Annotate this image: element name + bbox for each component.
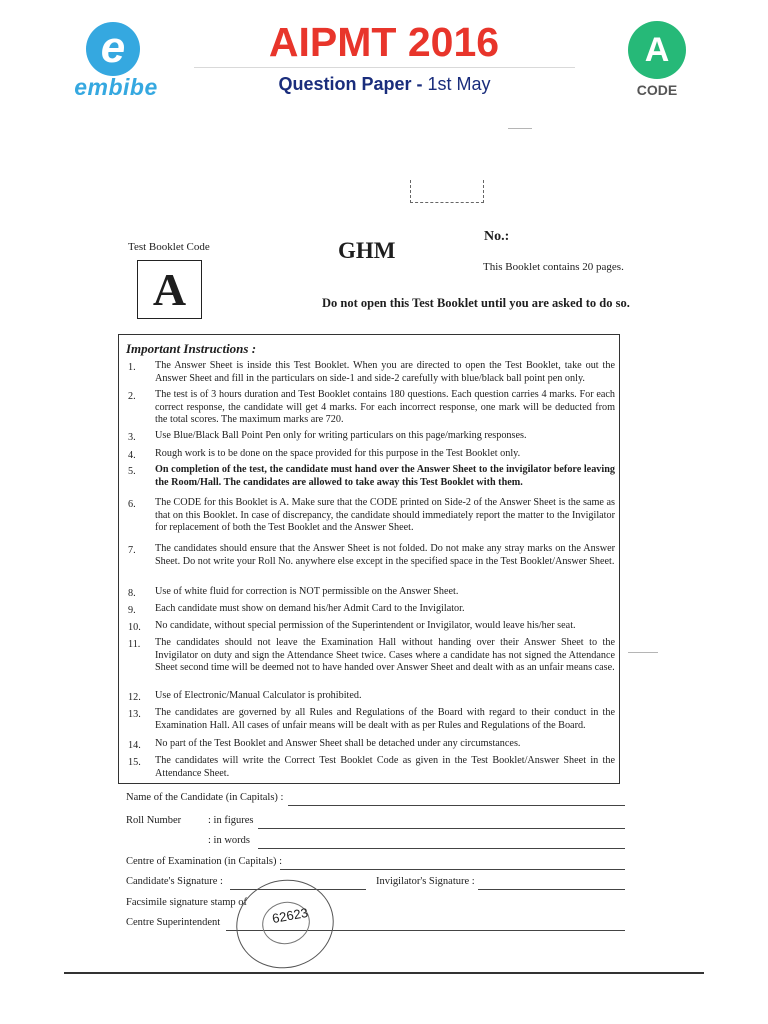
instruction-item: Use of Electronic/Manual Calculator is prohibited.: [155, 690, 362, 701]
instruction-number: 1.: [128, 362, 136, 373]
do-not-open-warning: Do not open this Test Booklet until you are asked to do so.: [322, 296, 630, 310]
centre-label: Centre of Examination (in Capitals) :: [126, 856, 283, 867]
superintendent-label: Centre Superintendent: [126, 917, 221, 928]
booklet-pages-text: This Booklet contains 20 pages.: [483, 261, 624, 273]
title-divider: [194, 67, 575, 68]
candidate-signature-label: Candidate's Signature :: [126, 876, 223, 887]
instruction-item: No part of the Test Booklet and Answer Sheet shall be detached under any circumstances.: [155, 738, 521, 749]
in-figures-label: : in figures: [208, 815, 254, 826]
instruction-item: The candidates should ensure that the Answer Sheet is not folded. Do not make any stray marks on the Answer Sheet. Do not write your Roll No. anywhere else except in the specified space in the Test Booklet/Answer Sheet.: [155, 543, 615, 567]
scan-smudge: [628, 652, 658, 653]
instruction-item: Each candidate must show on demand his/her Admit Card to the Invigilator.: [155, 603, 465, 614]
instruction-item: No candidate, without special permission of the Superintendent or Invigilator, would leave his/her seat.: [155, 620, 576, 631]
instruction-item: On completion of the test, the candidate must hand over the Answer Sheet to the invigilator before leaving the Room/Hall. The candidates are allowed to take away this Test Booklet with them.: [155, 464, 615, 488]
instruction-number: 4.: [128, 450, 136, 461]
code-badge: A: [628, 21, 686, 79]
instruction-item: The candidates are governed by all Rules and Regulations of the Board with regard to their conduct in the Examination Hall. All cases of unfair means will be dealt with as per Rules and Regulations of the Board.: [155, 707, 615, 731]
subtitle-date: 1st May: [427, 74, 491, 94]
instruction-number: 5.: [128, 466, 136, 477]
scan-smudge: [508, 128, 532, 129]
roll-words-field[interactable]: [258, 848, 625, 849]
instruction-item: The candidates will write the Correct Test Booklet Code as given in the Test Booklet/Answer Sheet in the Attendance Sheet.: [155, 755, 615, 779]
instruction-item: Rough work is to be done on the space provided for this purpose in the Test Booklet only.: [155, 448, 521, 459]
test-booklet-code-box: A: [137, 260, 202, 319]
embibe-logo-icon: e: [86, 22, 140, 76]
candidate-name-field[interactable]: [288, 805, 625, 806]
invigilator-signature-field[interactable]: [478, 889, 625, 890]
instruction-item: The test is of 3 hours duration and Test Booklet contains 180 questions. Each question carries 4 marks. For each correct response, the candidate will get 4 marks. For each incorrect response, one mark will be deducted from the total scores. The maximum marks are 720.: [155, 389, 615, 425]
instruction-item: Use Blue/Black Ball Point Pen only for writing particulars on this page/marking responses.: [155, 430, 527, 441]
booklet-series: GHM: [338, 238, 396, 263]
instruction-item: The Answer Sheet is inside this Test Booklet. When you are directed to open the Test Booklet, take out the Answer Sheet and fill in the particulars on side-1 and side-2 carefully with blue/black ball point pen only.: [155, 360, 615, 384]
candidate-name-label: Name of the Candidate (in Capitals) :: [126, 792, 284, 803]
instruction-number: 15.: [128, 757, 141, 768]
booklet-number-label: No.:: [484, 229, 510, 244]
stamp-number: 62623: [270, 904, 310, 927]
instruction-number: 8.: [128, 588, 136, 599]
code-label: CODE: [636, 82, 678, 98]
instruction-number: 3.: [128, 432, 136, 443]
page-title: AIPMT 2016: [268, 19, 500, 65]
instruction-number: 11.: [128, 639, 141, 650]
instruction-number: 10.: [128, 622, 141, 633]
instruction-number: 7.: [128, 545, 136, 556]
instructions-heading: Important Instructions :: [126, 341, 257, 356]
dashed-mark: [410, 180, 484, 203]
stamp-label: Facsimile signature stamp of: [126, 897, 248, 908]
subtitle-bold: Question Paper -: [278, 74, 428, 94]
instruction-number: 14.: [128, 740, 141, 751]
embibe-logo-text: embibe: [74, 74, 158, 100]
in-words-label: : in words: [208, 835, 250, 846]
instruction-number: 9.: [128, 605, 136, 616]
instruction-item: Use of white fluid for correction is NOT permissible on the Answer Sheet.: [155, 586, 459, 597]
roll-number-label: Roll Number: [126, 815, 182, 826]
instruction-number: 13.: [128, 709, 141, 720]
roll-figures-field[interactable]: [258, 828, 625, 829]
page-subtitle: [194, 74, 575, 95]
bottom-rule: [64, 972, 704, 974]
invigilator-signature-label: Invigilator's Signature :: [376, 876, 475, 887]
instruction-item: The candidates should not leave the Examination Hall without handing over their Answer Sheet to the Invigilator on duty and sign the Attendance Sheet twice. Cases where a candidate has not signed the Attendance Sheet second time will be deemed not to have handed over Answer Sheet and dealt with as an unfair means case.: [155, 637, 615, 673]
instruction-number: 12.: [128, 692, 141, 703]
instruction-number: 6.: [128, 499, 136, 510]
instruction-number: 2.: [128, 391, 136, 402]
test-booklet-code-label: Test Booklet Code: [128, 241, 210, 253]
instruction-item: The CODE for this Booklet is A. Make sure that the CODE printed on Side-2 of the Answer Sheet is the same as that on this Booklet. In case of discrepancy, the candidate should immediately report the matter to the Invigilator for replacement of both the Test Booklet and the Answer Sheet.: [155, 497, 615, 533]
centre-field[interactable]: [280, 869, 625, 870]
